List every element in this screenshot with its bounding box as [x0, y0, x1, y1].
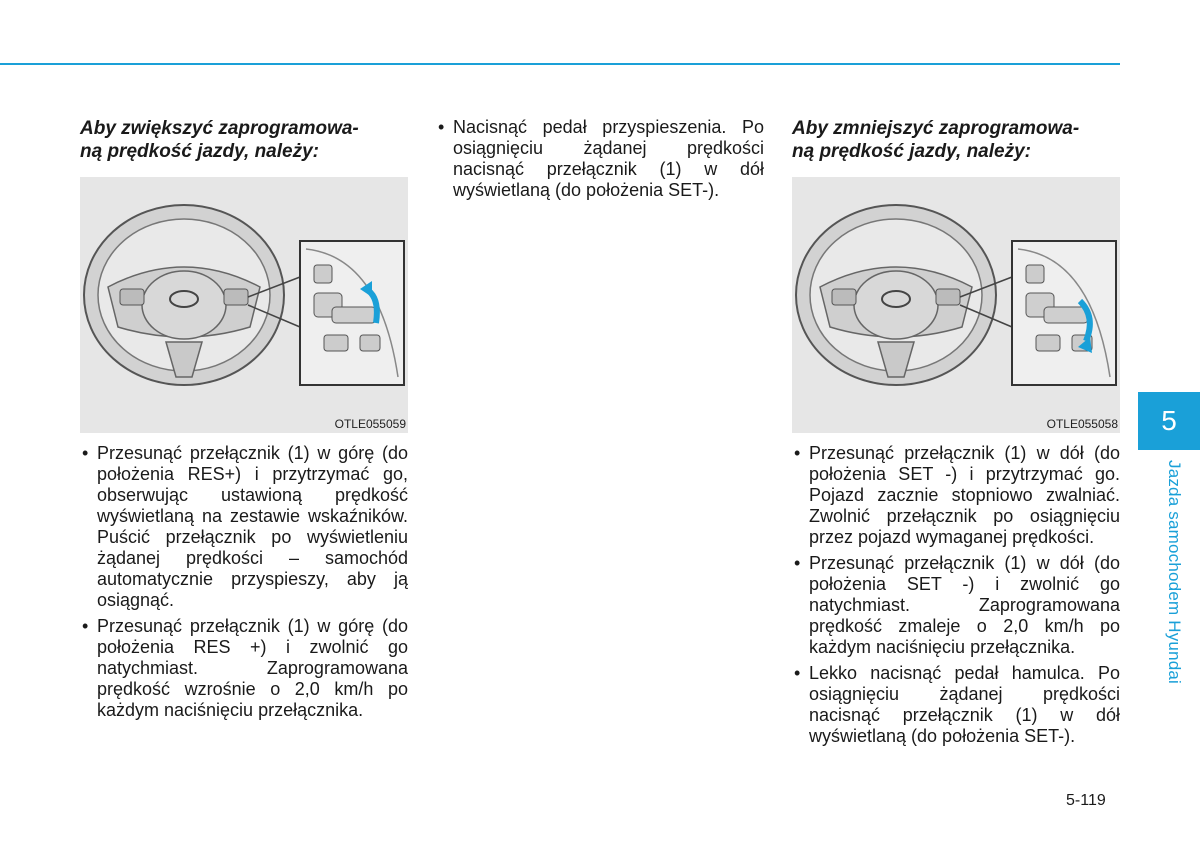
heading-line-2: ną prędkość jazdy, należy:: [80, 141, 319, 162]
top-rule: [0, 63, 1120, 65]
bullet-list: [80, 443, 408, 721]
list-item: • Przesunąć przełącznik (1) w górę (do położenia RES +) i zwolnić go natychmiast. Zaprogramowana prędkość wzrośnie o 2,0 km/h po każdym naciśnięciu przełącznika.: [80, 616, 408, 721]
section-heading-increase: [80, 117, 408, 163]
list-item: • Nacisnąć pedał przyspieszenia. Po osiągnięciu żądanej prędkości nacisnąć przełącznik (1) w dół wyświetlaną (do położenia SET-).: [436, 117, 764, 201]
middle-column: [436, 117, 764, 206]
section-heading-decrease: [792, 117, 1120, 163]
right-column: [792, 117, 1120, 163]
chapter-title-vertical: Jazda samochodem Hyundai: [1165, 460, 1184, 685]
steering-wheel-illustration: [80, 177, 408, 433]
steering-wheel-figure-decrease: [792, 177, 1120, 433]
bullet-list: [792, 443, 1120, 747]
heading-line-2: ną prędkość jazdy, należy:: [792, 141, 1031, 162]
list-item: • Przesunąć przełącznik (1) w górę (do położenia RES+) i przytrzymać go, obserwując ustawioną prędkość wyświetlaną na zestawie wskaźników. Puścić przełącznik po wyświetleniu żądanej prędkości – samochód automatycznie przyspieszy, aby ją osiągnąć.: [80, 443, 408, 611]
steering-wheel-figure-increase: [80, 177, 408, 433]
left-column: [80, 117, 408, 163]
left-bullets: [80, 443, 408, 726]
figure-code: OTLE055058: [1046, 417, 1118, 431]
chapter-tab: 5: [1138, 392, 1200, 450]
bullet-list: [436, 117, 764, 201]
heading-line-1: Aby zmniejszyć zaprogramowa-: [792, 118, 1080, 139]
list-item: • Przesunąć przełącznik (1) w dół (do położenia SET -) i zwolnić go natychmiast. Zaprogramowana prędkość zmaleje o 2,0 km/h po każdym naciśnięciu przełącznika.: [792, 553, 1120, 658]
list-item: • Przesunąć przełącznik (1) w dół (do położenia SET -) i przytrzymać go. Pojazd zacznie stopniowo zwalniać. Zwolnić przełącznik po osiągnięciu przez pojazd wymaganej prędkości.: [792, 443, 1120, 548]
page-number: 5-119: [1066, 792, 1106, 809]
figure-code: OTLE055059: [334, 417, 406, 431]
steering-wheel-illustration: [792, 177, 1120, 433]
heading-line-1: Aby zwiększyć zaprogramowa-: [80, 118, 359, 139]
right-bullets: [792, 443, 1120, 752]
list-item: • Lekko nacisnąć pedał hamulca. Po osiągnięciu żądanej prędkości nacisnąć przełącznik (1) w dół wyświetlaną (do położenia SET-).: [792, 663, 1120, 747]
